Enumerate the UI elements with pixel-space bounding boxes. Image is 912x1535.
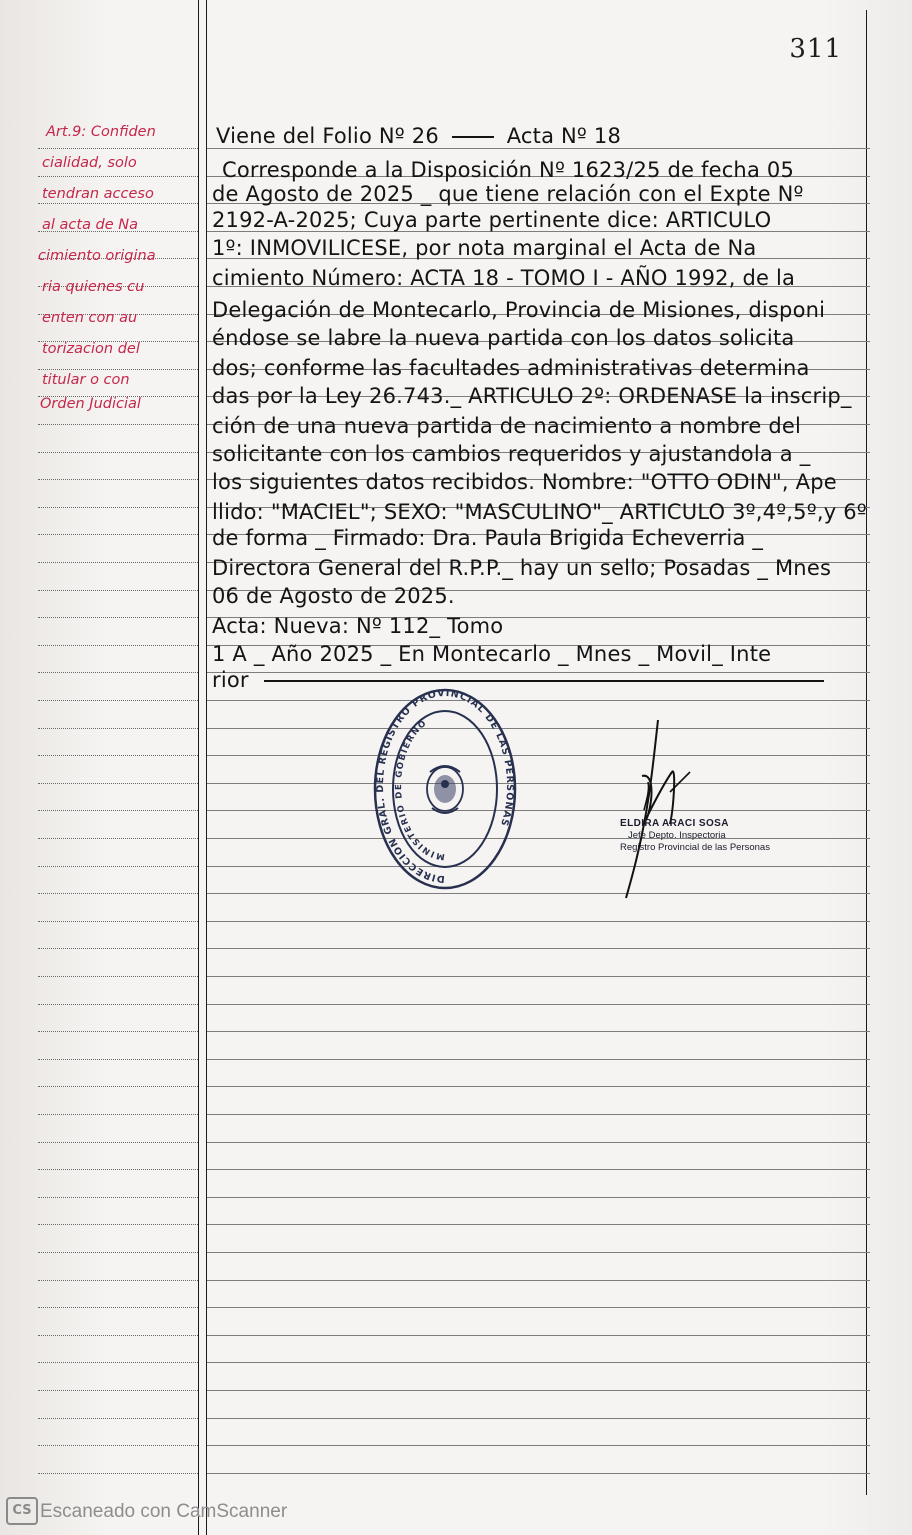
margin-note-line: Art.9: Confiden <box>46 124 156 140</box>
body-line: ción de una nueva partida de nacimiento a nombre del <box>212 414 802 438</box>
margin-ruled-line <box>38 1114 198 1115</box>
margin-ruled-line <box>38 452 198 453</box>
margin-note-line: al acta de Na <box>42 217 139 233</box>
margin-ruled-line <box>38 1252 198 1253</box>
ruled-line <box>207 1197 870 1198</box>
margin-ruled-line <box>38 1418 198 1419</box>
stamp-inner-text: MINISTERIO DE GOBIERNO <box>394 718 446 862</box>
coat-of-arms-emblem <box>427 766 463 813</box>
margin-ruled-line <box>38 893 198 894</box>
scanner-footer-text: Escaneado con CamScanner <box>40 1501 288 1522</box>
stamp-outer-text: DIRECCION GRAL. DEL REGISTRO PROVINCIAL DE LAS PERSONAS <box>374 687 516 885</box>
margin-ruled-line <box>38 1390 198 1391</box>
margin-ruled-line <box>38 976 198 977</box>
right-border-line <box>866 10 867 1495</box>
ruled-line <box>207 755 870 756</box>
margin-ruled-line <box>38 728 198 729</box>
margin-ruled-line <box>38 1473 198 1474</box>
margin-ruled-line <box>38 948 198 949</box>
body-text: rior <box>212 668 249 692</box>
body-text: Acta: Nueva: Nº 112_ Tomo <box>212 614 504 638</box>
margin-divider-line <box>198 0 199 1535</box>
signatory-office: Registro Provincial de las Personas <box>620 842 770 853</box>
ruled-line <box>207 1252 870 1253</box>
body-line <box>216 124 621 148</box>
margin-ruled-line <box>38 534 198 535</box>
ruled-line <box>207 1473 870 1474</box>
ruled-line <box>207 1335 870 1336</box>
margin-ruled-line <box>38 1059 198 1060</box>
body-line: de Agosto de 2025 _ que tiene relación con el Expte Nº <box>212 182 804 206</box>
margin-ruled-line <box>38 479 198 480</box>
body-line: llido: "MACIEL"; SEXO: "MASCULINO"_ ARTICULO 3º,4º,5º,y 6º <box>212 500 867 524</box>
ruled-line <box>207 1031 870 1032</box>
ruled-line <box>207 1059 870 1060</box>
dash-mark <box>452 136 494 138</box>
signature-block <box>620 818 770 854</box>
margin-ruled-line <box>38 203 198 204</box>
ruled-line <box>207 893 870 894</box>
signatory-name: ELDIRA ARACI SOSA <box>620 818 729 829</box>
body-line: Corresponde a la Disposición Nº 1623/25 de fecha 05 <box>222 158 795 182</box>
camscanner-logo: CS <box>6 1497 38 1525</box>
margin-note-line: cimiento origina <box>38 248 156 264</box>
ruled-line <box>207 783 870 784</box>
margin-ruled-line <box>38 783 198 784</box>
margin-ruled-line <box>38 838 198 839</box>
margin-ruled-line <box>38 1307 198 1308</box>
margin-ruled-line <box>38 1169 198 1170</box>
margin-note-line: tendran acceso <box>42 186 154 202</box>
margin-ruled-line <box>38 755 198 756</box>
body-line: de forma _ Firmado: Dra. Paula Brigida Echeverria _ <box>212 526 764 550</box>
ruled-line <box>207 1224 870 1225</box>
signatory-role: Jefe Depto. Inspectoria <box>628 830 726 841</box>
ruled-line <box>207 948 870 949</box>
margin-ruled-line <box>38 507 198 508</box>
body-line: 2192-A-2025; Cuya parte pertinente dice: ARTICULO <box>212 208 772 232</box>
margin-ruled-line <box>38 866 198 867</box>
ruled-line <box>207 976 870 977</box>
ruled-line <box>207 148 870 149</box>
ruled-line <box>207 1086 870 1087</box>
ruled-line <box>207 1418 870 1419</box>
body-line: Delegación de Montecarlo, Provincia de Misiones, disponi <box>212 298 826 322</box>
ruled-line <box>207 700 870 701</box>
ruled-line <box>207 810 870 811</box>
margin-note-line: cialidad, solo <box>42 155 137 171</box>
margin-note-line: ria quienes cu <box>42 279 145 295</box>
ruled-line <box>207 921 870 922</box>
ruled-line <box>207 728 870 729</box>
margin-ruled-line <box>38 1086 198 1087</box>
ruled-line <box>207 1362 870 1363</box>
body-line: 1º: INMOVILICESE, por nota marginal el Acta de Na <box>212 236 757 260</box>
margin-note-line: titular o con <box>42 372 130 388</box>
ruled-line <box>207 866 870 867</box>
margin-ruled-line <box>38 176 198 177</box>
body-line: cimiento Número: ACTA 18 - TOMO I - AÑO 1992, de la <box>212 266 796 290</box>
body-line: das por la Ley 26.743._ ARTICULO 2º: ORDENASE la inscrip_ <box>212 384 852 408</box>
closing-line-mark <box>264 680 824 682</box>
margin-ruled-line <box>38 700 198 701</box>
body-line: solicitante con los cambios requeridos y ajustandola a _ <box>212 442 811 466</box>
ruled-line <box>207 1445 870 1446</box>
ruled-line <box>207 1390 870 1391</box>
body-line <box>212 614 503 638</box>
margin-ruled-line <box>38 1004 198 1005</box>
body-line: dos; conforme las facultades administrativas determina <box>212 356 810 380</box>
body-text: Viene del Folio Nº 26 <box>216 124 439 148</box>
margin-ruled-line <box>38 810 198 811</box>
ruled-line <box>207 1114 870 1115</box>
margin-ruled-line <box>38 1280 198 1281</box>
margin-ruled-line <box>38 148 198 149</box>
ruled-line <box>207 1142 870 1143</box>
margin-ruled-line <box>38 424 198 425</box>
margin-ruled-line <box>38 1031 198 1032</box>
margin-ruled-line <box>38 562 198 563</box>
margin-ruled-line <box>38 645 198 646</box>
margin-ruled-line <box>38 1445 198 1446</box>
ruled-line <box>207 1280 870 1281</box>
handwritten-signature <box>612 716 712 900</box>
margin-ruled-line <box>38 590 198 591</box>
margin-ruled-line <box>38 369 198 370</box>
body-line: éndose se labre la nueva partida con los datos solicita <box>212 326 795 350</box>
margin-ruled-line <box>38 1362 198 1363</box>
margin-ruled-line <box>38 1335 198 1336</box>
margin-ruled-line <box>38 921 198 922</box>
official-stamp <box>372 686 518 892</box>
margin-ruled-line <box>38 1224 198 1225</box>
margin-note-line: Orden Judicial <box>40 396 141 412</box>
margin-ruled-line <box>38 1142 198 1143</box>
body-text: Acta Nº 18 <box>506 124 622 148</box>
margin-ruled-line <box>38 672 198 673</box>
margin-ruled-line <box>38 1197 198 1198</box>
margin-note-line: torizacion del <box>42 341 140 357</box>
body-line: los siguientes datos recibidos. Nombre: "OTTO ODIN", Ape <box>212 470 837 494</box>
margin-note-line: enten con au <box>42 310 138 326</box>
page-number: 311 <box>789 34 842 64</box>
ruled-line <box>207 1307 870 1308</box>
body-line: 1 A _ Año 2025 _ En Montecarlo _ Mnes _ Movil_ Inte <box>212 642 772 666</box>
ruled-line <box>207 838 870 839</box>
ruled-line <box>207 1169 870 1170</box>
margin-ruled-line <box>38 617 198 618</box>
body-line: Directora General del R.P.P._ hay un sello; Posadas _ Mnes <box>212 556 832 580</box>
ruled-line <box>207 1004 870 1005</box>
body-line: 06 de Agosto de 2025. <box>212 584 455 608</box>
